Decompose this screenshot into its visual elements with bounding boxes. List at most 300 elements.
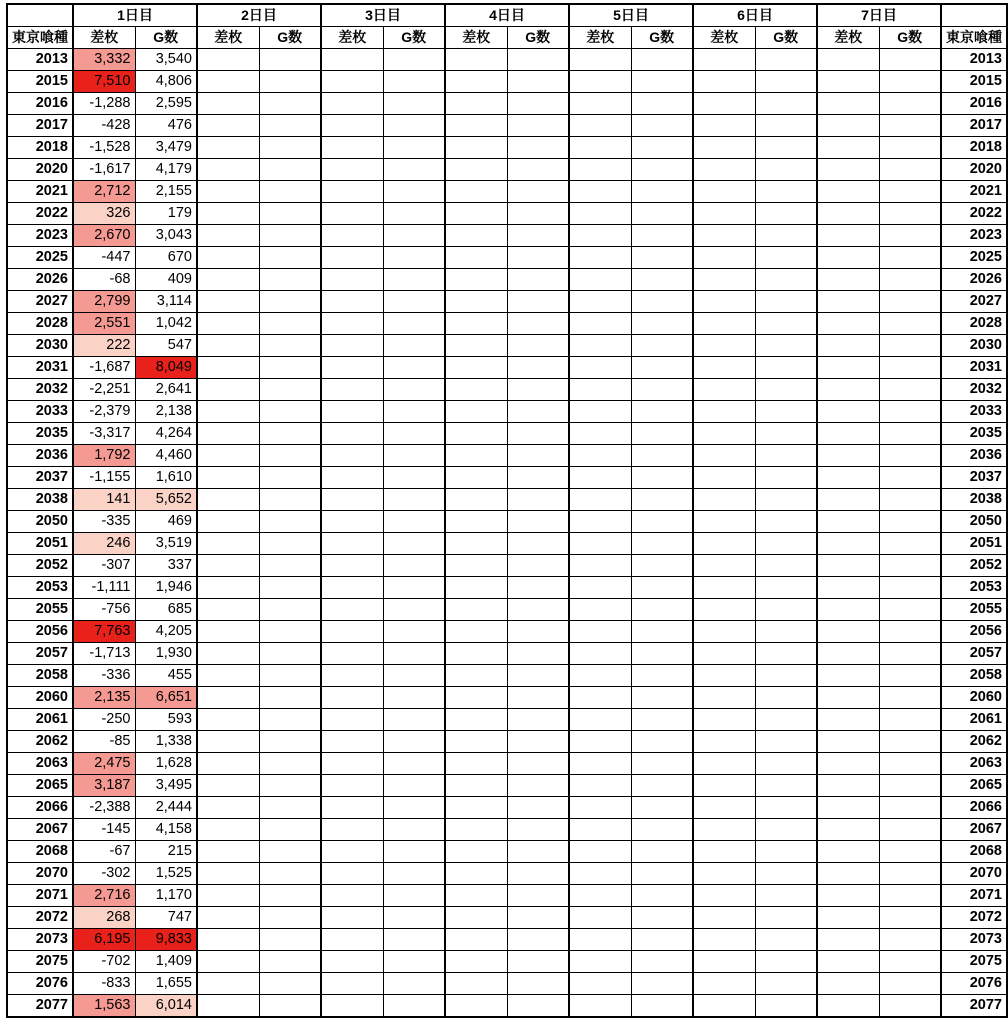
table-row <box>7 929 1007 951</box>
table-row <box>7 357 1007 379</box>
diff-cell-empty <box>693 401 755 423</box>
table-row <box>7 753 1007 775</box>
games-cell-empty <box>383 379 445 401</box>
games-cell: 6,014 <box>135 995 197 1018</box>
games-cell-empty <box>383 599 445 621</box>
machine-number: 2063 <box>7 753 73 775</box>
games-cell-empty <box>259 93 321 115</box>
games-cell-empty <box>631 115 693 137</box>
diff-cell-empty <box>321 335 383 357</box>
games-cell-empty <box>755 533 817 555</box>
day-header: 1日目 <box>73 4 197 27</box>
games-cell-empty <box>631 665 693 687</box>
diff-cell-empty <box>197 115 259 137</box>
games-cell-empty <box>631 423 693 445</box>
games-cell-empty <box>631 291 693 313</box>
games-cell-empty <box>755 423 817 445</box>
games-cell-empty <box>631 621 693 643</box>
games-cell: 593 <box>135 709 197 731</box>
games-cell-empty <box>383 423 445 445</box>
games-cell: 1,655 <box>135 973 197 995</box>
machine-number: 2031 <box>7 357 73 379</box>
games-cell-empty <box>755 489 817 511</box>
games-cell-empty <box>755 269 817 291</box>
diff-cell-empty <box>445 841 507 863</box>
diff-cell-empty <box>197 71 259 93</box>
games-cell-empty <box>507 797 569 819</box>
diff-cell-empty <box>445 379 507 401</box>
diff-cell-empty <box>197 159 259 181</box>
games-cell-empty <box>383 71 445 93</box>
diff-cell-empty <box>693 511 755 533</box>
diff-cell-empty <box>569 841 631 863</box>
diff-cell-empty <box>569 709 631 731</box>
diff-cell-empty <box>817 159 879 181</box>
table-row <box>7 621 1007 643</box>
diff-cell-empty <box>817 71 879 93</box>
diff-cell-empty <box>693 423 755 445</box>
diff-cell-empty <box>445 731 507 753</box>
games-cell-empty <box>259 445 321 467</box>
games-cell-empty <box>879 269 941 291</box>
games-cell-empty <box>631 511 693 533</box>
diff-cell: 7,763 <box>73 621 135 643</box>
diff-cell-empty <box>817 665 879 687</box>
diff-cell-empty <box>321 49 383 71</box>
games-cell-empty <box>507 621 569 643</box>
machine-number: 2071 <box>7 885 73 907</box>
diff-cell-empty <box>693 709 755 731</box>
diff-cell-empty <box>817 599 879 621</box>
table-row <box>7 445 1007 467</box>
games-cell-empty <box>755 225 817 247</box>
games-cell-empty <box>755 159 817 181</box>
games-cell-empty <box>383 49 445 71</box>
games-cell-empty <box>755 291 817 313</box>
games-cell-empty <box>631 841 693 863</box>
games-cell: 2,138 <box>135 401 197 423</box>
games-cell-empty <box>755 665 817 687</box>
diff-cell-empty <box>569 885 631 907</box>
games-cell-empty <box>631 907 693 929</box>
games-cell-empty <box>755 71 817 93</box>
games-cell-empty <box>383 137 445 159</box>
diff-cell-empty <box>321 93 383 115</box>
diff-cell-empty <box>817 379 879 401</box>
diff-cell-empty <box>197 577 259 599</box>
machine-number: 2036 <box>7 445 73 467</box>
games-cell-empty <box>631 731 693 753</box>
diff-cell-empty <box>321 489 383 511</box>
games-cell-empty <box>383 269 445 291</box>
games-cell-empty <box>383 467 445 489</box>
diff-cell-empty <box>693 665 755 687</box>
games-cell-empty <box>755 357 817 379</box>
machine-number: 2022 <box>941 203 1007 225</box>
games-cell-empty <box>507 423 569 445</box>
games-cell-empty <box>507 731 569 753</box>
diff-cell-empty <box>445 489 507 511</box>
games-cell-empty <box>879 533 941 555</box>
diff-cell: -67 <box>73 841 135 863</box>
games-cell-empty <box>879 489 941 511</box>
diff-cell-empty <box>197 335 259 357</box>
table-row <box>7 731 1007 753</box>
machine-number: 2015 <box>941 71 1007 93</box>
games-cell-empty <box>507 577 569 599</box>
table-row <box>7 797 1007 819</box>
diff-cell-empty <box>569 115 631 137</box>
diff-cell-empty <box>693 885 755 907</box>
diff-cell-empty <box>197 225 259 247</box>
games-cell-empty <box>631 137 693 159</box>
games-cell: 2,595 <box>135 93 197 115</box>
games-cell-empty <box>879 159 941 181</box>
games-cell: 179 <box>135 203 197 225</box>
games-cell: 4,806 <box>135 71 197 93</box>
diff-cell-empty <box>197 863 259 885</box>
machine-number: 2066 <box>7 797 73 819</box>
games-cell-empty <box>383 159 445 181</box>
games-cell-empty <box>631 159 693 181</box>
diff-cell-empty <box>817 291 879 313</box>
games-cell-empty <box>631 599 693 621</box>
diff-cell: 246 <box>73 533 135 555</box>
machine-number: 2066 <box>941 797 1007 819</box>
diff-column-header: 差枚 <box>693 27 755 49</box>
machine-number: 2055 <box>7 599 73 621</box>
diff-cell: 6,195 <box>73 929 135 951</box>
diff-cell-empty <box>445 775 507 797</box>
games-cell-empty <box>879 181 941 203</box>
diff-cell-empty <box>197 467 259 489</box>
games-cell: 1,170 <box>135 885 197 907</box>
machine-number: 2051 <box>941 533 1007 555</box>
games-cell-empty <box>879 797 941 819</box>
diff-cell-empty <box>321 291 383 313</box>
diff-cell-empty <box>445 291 507 313</box>
diff-cell: -833 <box>73 973 135 995</box>
games-cell-empty <box>259 687 321 709</box>
games-cell-empty <box>259 841 321 863</box>
table-row <box>7 225 1007 247</box>
games-cell-empty <box>879 357 941 379</box>
games-cell: 3,495 <box>135 775 197 797</box>
games-cell: 1,338 <box>135 731 197 753</box>
diff-cell-empty <box>817 885 879 907</box>
diff-cell-empty <box>817 357 879 379</box>
diff-cell-empty <box>693 951 755 973</box>
diff-cell-empty <box>445 401 507 423</box>
machine-number: 2037 <box>7 467 73 489</box>
diff-cell-empty <box>197 423 259 445</box>
diff-cell-empty <box>569 731 631 753</box>
games-cell-empty <box>507 665 569 687</box>
diff-cell: 222 <box>73 335 135 357</box>
games-cell-empty <box>507 841 569 863</box>
diff-cell-empty <box>197 665 259 687</box>
games-cell-empty <box>631 335 693 357</box>
diff-cell-empty <box>693 137 755 159</box>
games-cell-empty <box>259 467 321 489</box>
games-cell-empty <box>259 533 321 555</box>
diff-cell: 2,716 <box>73 885 135 907</box>
games-column-header: G数 <box>383 27 445 49</box>
games-cell-empty <box>507 203 569 225</box>
diff-cell-empty <box>569 181 631 203</box>
games-cell-empty <box>879 753 941 775</box>
machine-number: 2065 <box>7 775 73 797</box>
diff-cell-empty <box>321 753 383 775</box>
diff-cell-empty <box>321 951 383 973</box>
diff-cell-empty <box>445 511 507 533</box>
games-cell-empty <box>631 225 693 247</box>
diff-cell: 2,135 <box>73 687 135 709</box>
games-cell-empty <box>259 379 321 401</box>
diff-cell-empty <box>197 599 259 621</box>
diff-cell-empty <box>445 819 507 841</box>
diff-cell-empty <box>445 225 507 247</box>
games-cell-empty <box>507 137 569 159</box>
diff-cell-empty <box>817 555 879 577</box>
games-cell-empty <box>631 269 693 291</box>
diff-cell-empty <box>817 775 879 797</box>
machine-number: 2030 <box>7 335 73 357</box>
machine-number: 2020 <box>7 159 73 181</box>
diff-cell-empty <box>197 313 259 335</box>
games-cell-empty <box>507 709 569 731</box>
games-cell-empty <box>383 445 445 467</box>
machine-number: 2025 <box>7 247 73 269</box>
diff-cell: -2,251 <box>73 379 135 401</box>
machine-number: 2027 <box>941 291 1007 313</box>
games-cell-empty <box>259 49 321 71</box>
diff-cell-empty <box>693 291 755 313</box>
diff-cell-empty <box>445 621 507 643</box>
table-row <box>7 841 1007 863</box>
diff-cell-empty <box>569 313 631 335</box>
games-cell-empty <box>259 973 321 995</box>
diff-cell: -1,713 <box>73 643 135 665</box>
games-cell-empty <box>879 445 941 467</box>
diff-cell-empty <box>445 357 507 379</box>
games-cell-empty <box>259 995 321 1018</box>
machine-number: 2051 <box>7 533 73 555</box>
games-cell-empty <box>631 357 693 379</box>
diff-cell-empty <box>197 137 259 159</box>
diff-cell: -250 <box>73 709 135 731</box>
diff-cell-empty <box>569 489 631 511</box>
games-cell-empty <box>507 269 569 291</box>
table-row <box>7 71 1007 93</box>
games-cell-empty <box>383 247 445 269</box>
games-cell-empty <box>755 753 817 775</box>
games-cell-empty <box>259 401 321 423</box>
games-cell-empty <box>631 203 693 225</box>
games-cell-empty <box>259 247 321 269</box>
games-cell-empty <box>383 511 445 533</box>
games-cell-empty <box>879 973 941 995</box>
diff-cell-empty <box>693 335 755 357</box>
games-cell-empty <box>383 863 445 885</box>
diff-cell-empty <box>445 643 507 665</box>
diff-cell-empty <box>693 753 755 775</box>
diff-cell-empty <box>817 511 879 533</box>
games-cell-empty <box>755 819 817 841</box>
diff-cell-empty <box>321 533 383 555</box>
diff-cell: -2,379 <box>73 401 135 423</box>
diff-cell-empty <box>321 467 383 489</box>
diff-cell-empty <box>693 203 755 225</box>
day-header: 6日目 <box>693 4 817 27</box>
diff-cell-empty <box>321 247 383 269</box>
diff-cell-empty <box>569 797 631 819</box>
diff-cell: 2,551 <box>73 313 135 335</box>
games-cell-empty <box>631 247 693 269</box>
games-cell-empty <box>631 313 693 335</box>
games-cell-empty <box>259 511 321 533</box>
diff-cell-empty <box>321 159 383 181</box>
diff-cell-empty <box>817 115 879 137</box>
games-cell-empty <box>631 181 693 203</box>
diff-cell-empty <box>569 995 631 1018</box>
diff-cell-empty <box>569 137 631 159</box>
diff-cell-empty <box>693 731 755 753</box>
diff-cell-empty <box>817 137 879 159</box>
diff-cell-empty <box>693 819 755 841</box>
games-cell-empty <box>631 753 693 775</box>
games-cell-empty <box>879 137 941 159</box>
diff-cell-empty <box>445 203 507 225</box>
table-row <box>7 885 1007 907</box>
games-cell: 476 <box>135 115 197 137</box>
table-row <box>7 577 1007 599</box>
diff-cell: 1,792 <box>73 445 135 467</box>
diff-cell-empty <box>693 643 755 665</box>
diff-cell: -1,288 <box>73 93 135 115</box>
machine-number: 2073 <box>941 929 1007 951</box>
diff-cell-empty <box>693 907 755 929</box>
games-cell-empty <box>755 863 817 885</box>
diff-cell: -756 <box>73 599 135 621</box>
diff-cell-empty <box>569 533 631 555</box>
machine-number: 2070 <box>941 863 1007 885</box>
diff-cell: 326 <box>73 203 135 225</box>
diff-column-header: 差枚 <box>73 27 135 49</box>
day-header: 4日目 <box>445 4 569 27</box>
diff-cell-empty <box>445 973 507 995</box>
diff-cell: -336 <box>73 665 135 687</box>
games-cell-empty <box>259 291 321 313</box>
games-cell-empty <box>383 225 445 247</box>
games-cell-empty <box>507 951 569 973</box>
diff-cell-empty <box>445 995 507 1018</box>
games-cell-empty <box>383 907 445 929</box>
diff-cell-empty <box>321 313 383 335</box>
games-cell-empty <box>507 291 569 313</box>
diff-cell-empty <box>693 863 755 885</box>
diff-cell-empty <box>569 401 631 423</box>
games-cell-empty <box>755 731 817 753</box>
games-cell: 1,525 <box>135 863 197 885</box>
diff-cell-empty <box>197 379 259 401</box>
diff-cell-empty <box>445 577 507 599</box>
diff-cell-empty <box>445 467 507 489</box>
games-cell-empty <box>755 335 817 357</box>
games-cell-empty <box>879 907 941 929</box>
diff-cell-empty <box>197 951 259 973</box>
table-row <box>7 643 1007 665</box>
table-row <box>7 159 1007 181</box>
diff-cell-empty <box>693 599 755 621</box>
diff-cell-empty <box>569 225 631 247</box>
games-cell-empty <box>755 181 817 203</box>
row-label-header: 東京喰種 <box>941 27 1007 49</box>
diff-cell-empty <box>817 797 879 819</box>
games-cell-empty <box>259 907 321 929</box>
diff-cell-empty <box>321 929 383 951</box>
diff-cell-empty <box>569 379 631 401</box>
machine-number: 2072 <box>7 907 73 929</box>
machine-number: 2017 <box>7 115 73 137</box>
diff-cell: 141 <box>73 489 135 511</box>
machine-number: 2031 <box>941 357 1007 379</box>
machine-number: 2015 <box>7 71 73 93</box>
machine-number: 2016 <box>7 93 73 115</box>
games-cell-empty <box>507 599 569 621</box>
games-cell-empty <box>879 643 941 665</box>
table-row <box>7 203 1007 225</box>
games-cell-empty <box>383 885 445 907</box>
diff-cell-empty <box>817 907 879 929</box>
games-cell-empty <box>631 995 693 1018</box>
games-cell-empty <box>879 511 941 533</box>
table-row <box>7 775 1007 797</box>
games-cell: 6,651 <box>135 687 197 709</box>
slot-data-table <box>6 3 1008 1018</box>
machine-number: 2073 <box>7 929 73 951</box>
games-cell: 4,264 <box>135 423 197 445</box>
games-cell-empty <box>259 71 321 93</box>
diff-cell-empty <box>569 753 631 775</box>
diff-cell-empty <box>817 93 879 115</box>
diff-cell: -85 <box>73 731 135 753</box>
diff-cell-empty <box>445 929 507 951</box>
diff-cell-empty <box>693 71 755 93</box>
games-cell-empty <box>631 71 693 93</box>
diff-cell-empty <box>445 93 507 115</box>
diff-cell-empty <box>321 379 383 401</box>
machine-number: 2068 <box>7 841 73 863</box>
games-cell-empty <box>383 709 445 731</box>
diff-cell-empty <box>321 797 383 819</box>
diff-cell-empty <box>197 731 259 753</box>
games-column-header: G数 <box>135 27 197 49</box>
games-cell-empty <box>755 775 817 797</box>
games-cell-empty <box>507 863 569 885</box>
diff-cell: -1,111 <box>73 577 135 599</box>
diff-cell-empty <box>197 819 259 841</box>
diff-cell-empty <box>321 555 383 577</box>
games-cell-empty <box>755 797 817 819</box>
games-cell-empty <box>507 71 569 93</box>
games-cell-empty <box>879 555 941 577</box>
games-cell: 4,205 <box>135 621 197 643</box>
games-cell-empty <box>259 115 321 137</box>
diff-cell-empty <box>197 753 259 775</box>
diff-cell-empty <box>321 401 383 423</box>
games-cell-empty <box>755 379 817 401</box>
